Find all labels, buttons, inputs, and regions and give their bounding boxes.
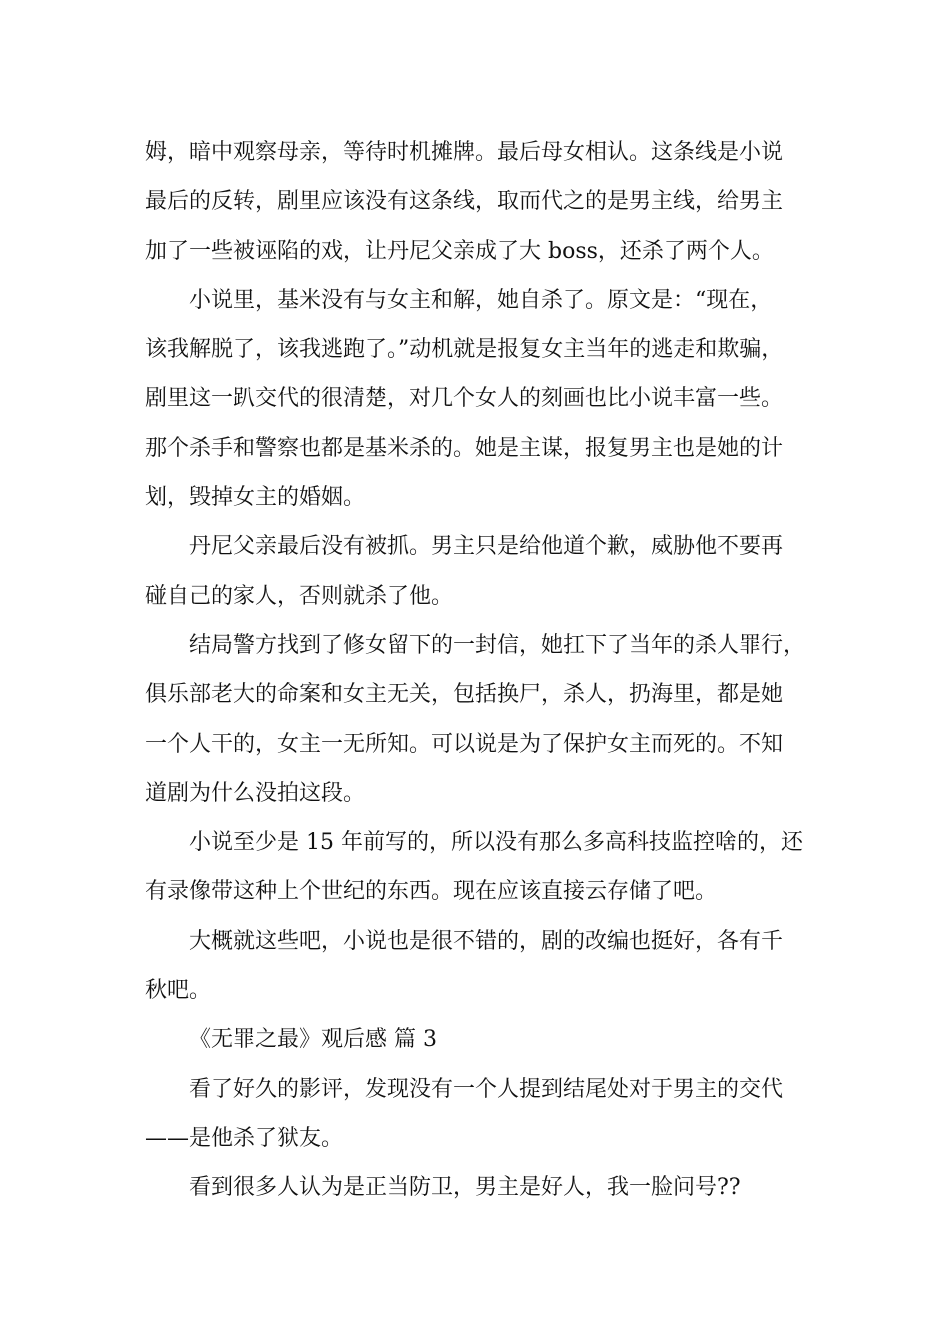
paragraph	[145, 522, 807, 621]
document-body	[145, 128, 807, 1213]
paragraph	[145, 621, 807, 818]
text-line: 那个杀手和警察也都是基米杀的。她是主谋，报复男主也是她的计	[145, 435, 784, 461]
text-line: 该我解脱了，该我逃跑了。”动机就是报复女主当年的逃走和欺骗，	[145, 337, 784, 363]
text-line: 大概就这些吧，小说也是很不错的，剧的改编也挺好，各有千	[189, 928, 784, 954]
paragraph-continuation	[145, 128, 807, 276]
text-line: 加了一些被诬陷的戏，让丹尼父亲成了大 boss，还杀了两个人。	[145, 238, 774, 264]
text-line: 结局警方找到了修女留下的一封信，她扛下了当年的杀人罪行，	[189, 632, 806, 658]
paragraph	[145, 917, 807, 1016]
text-line: 丹尼父亲最后没有被抓。男主只是给他道个歉，威胁他不要再	[189, 534, 784, 560]
text-line: 秋吧。	[145, 978, 212, 1004]
paragraph	[145, 818, 807, 917]
section-heading-text: 《无罪之最》观后感 篇 3	[189, 1027, 437, 1053]
paragraph	[145, 1163, 807, 1212]
text-line: 小说至少是 15 年前写的，所以没有那么多高科技监控啥的，还	[189, 830, 803, 856]
text-line: 俱乐部老大的命案和女主无关，包括换尸，杀人，扔海里，都是她	[145, 682, 784, 708]
text-line: 看了好久的影评，发现没有一个人提到结尾处对于男主的交代	[189, 1076, 784, 1102]
text-line: 道剧为什么没拍这段。	[145, 780, 366, 806]
text-line: ——是他杀了狱友。	[145, 1125, 344, 1151]
section-heading	[145, 1015, 807, 1064]
text-line: 有录像带这种上个世纪的东西。现在应该直接云存储了吧。	[145, 879, 718, 905]
paragraph	[145, 1065, 807, 1164]
text-line: 划，毁掉女主的婚姻。	[145, 485, 366, 511]
text-line: 姆，暗中观察母亲，等待时机摊牌。最后母女相认。这条线是小说	[145, 140, 784, 165]
text-line: 一个人干的，女主一无所知。可以说是为了保护女主而死的。不知	[145, 731, 784, 757]
text-line: 看到很多人认为是正当防卫，男主是好人，我一脸问号??	[189, 1175, 741, 1201]
text-line: 碰自己的家人，否则就杀了他。	[145, 583, 454, 609]
paragraph	[145, 276, 807, 522]
text-line: 剧里这一趴交代的很清楚，对几个女人的刻画也比小说丰富一些。	[145, 386, 784, 412]
text-line: 最后的反转，剧里应该没有这条线，取而代之的是男主线，给男主	[145, 189, 784, 215]
text-line: 小说里，基米没有与女主和解，她自杀了。原文是：“现在，	[189, 287, 773, 313]
